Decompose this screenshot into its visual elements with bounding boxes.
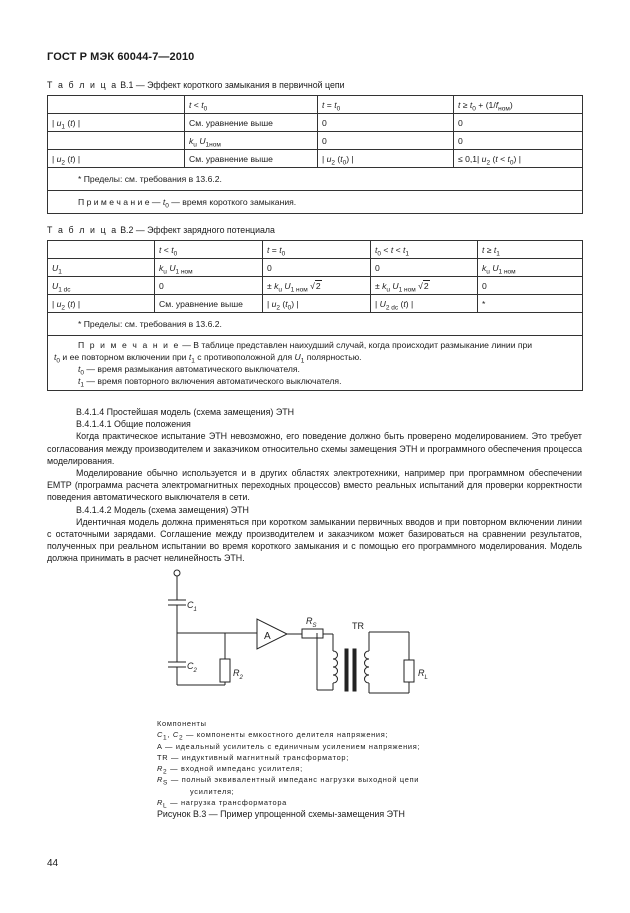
- resistor-rs: [302, 629, 323, 638]
- resistor-r2: [220, 659, 230, 682]
- figure-legend: [157, 718, 420, 808]
- section-heading: В.4.1.4 Простейшая модель (схема замещения) ЭТН: [76, 407, 295, 417]
- table-row: | $u_2$ (t) | См. уравнение выше | $u_2$ $(t_0)$ | ≤ 0,1| $u_2$ $(t < t_0)$ |: [48, 150, 583, 168]
- paragraph: Когда практическое испытание ЭТН невозможно, его поведение должно быть проверено моделированием. Это требует согласования между производителем и заказчиком относительно схемы замещения ЭТН и программного обеспечения процесса моделирования.: [47, 431, 582, 466]
- body-text: [47, 406, 582, 565]
- rs-label: $R_S$: [306, 616, 317, 629]
- resistor-rl: [404, 660, 414, 682]
- equivalent-circuit-diagram: [147, 565, 437, 705]
- table-row: $k_u$ $U_{1ном}$ 0 0: [48, 132, 583, 150]
- table-row: $t < t_0$ $t = t_0$ $t \ge t_0 + (1/f_{ном})$: [48, 96, 583, 114]
- amplifier-label: A: [264, 631, 271, 642]
- table-b2-caption: Т а б л и ц а В.2 — Эффект зарядного потенциала: [47, 225, 275, 235]
- table-row: | $u_1$ (t) | См. уравнение выше 0 0: [48, 114, 583, 132]
- figure-caption: Рисунок В.3 — Пример упрощенной схемы-замещения ЭТН: [157, 809, 405, 819]
- table-note-row: П р и м е ч а н и е — $t_0$ — время короткого замыкания.: [48, 191, 583, 214]
- table-footnote-row: * Пределы: см. требования в 13.6.2.: [48, 168, 583, 191]
- r2-label: $R_2$: [233, 668, 243, 681]
- c1-label: $C_1$: [187, 600, 197, 613]
- rl-label: $R_L$: [418, 668, 428, 681]
- table-b1-caption: Т а б л и ц а В.1 — Эффект короткого замыкания в первичной цепи: [47, 80, 345, 90]
- legend-item: $R_L$ — нагрузка трансформатора: [157, 798, 287, 810]
- transformer-tr: [333, 651, 338, 683]
- input-terminal: [174, 570, 180, 576]
- legend-item: $R_S$ — полный эквивалентный импеданс нагрузки выходной цепи: [157, 775, 420, 787]
- paragraph: Моделирование обычно используется и в других областях электротехники, например при программном обеспечении EMTP (программа расчета электромагнитных переходных процессов) вместо реальных испытаний для проверки корректности поведения автоматического выключателя в сети.: [47, 468, 582, 503]
- transformer-label: TR: [352, 621, 364, 631]
- table-row: $t < t_0$ $t = t_0$ $t_0 < t < t_1$ $t \ge t_1$: [48, 241, 583, 259]
- legend-item: $C_1$, $C_2$ — компоненты емкостного делителя напряжения;: [157, 730, 389, 742]
- legend-item: $R_2$ — входной импеданс усилителя;: [157, 764, 303, 776]
- legend-item: TR — индуктивный магнитный трансформатор;: [157, 752, 349, 762]
- legend-item: A — идеальный усилитель с единичным усилением напряжения;: [157, 741, 421, 751]
- legend-item-continuation: усилителя;: [190, 786, 235, 796]
- legend-title: Компоненты: [157, 719, 207, 728]
- table-row: | $u_2$ (t) | См. уравнение выше | $u_2$ $(t_0)$ | | $U_{2 dc}$ (t) | *: [48, 295, 583, 313]
- table-row: $U_{1 dc}$ 0 ± $k_u$ $U_{1 ном}$ √2 ± $k_u$ $U_{1 ном}$ √2 0: [48, 277, 583, 295]
- amplifier-a: [257, 619, 287, 649]
- c2-label: $C_2$: [187, 661, 197, 674]
- paragraph: Идентичная модель должна применяться при коротком замыкании первичных вводов и при повторном включении линии с остаточными зарядами. Соглашение между производителем и заказчиком может базироваться на сравнении результатов, полученных при реальном испытании во время короткого замыкания и с помощью его программного моделирования. Модель должна принимать в расчет нелинейность ЭТН.: [47, 516, 582, 564]
- table-row: $U_1$ $k_u$ $U_{1 ном}$ 0 0 $k_u$ $U_{1 ном}$: [48, 259, 583, 277]
- subsection-heading: В.4.1.4.1 Общие положения: [76, 419, 191, 430]
- table-footnote-row: * Пределы: см. требования в 13.6.2.: [48, 313, 583, 336]
- table-b1: [47, 95, 583, 214]
- table-b2: [47, 240, 583, 391]
- standard-header: ГОСТ Р МЭК 60044-7—2010: [47, 51, 195, 63]
- table-note-row: П р и м е ч а н и е — В таблице представлен наихудший случай, когда происходит размыкание линии при $t_0$ и ее повторном включении при $t_1$ с противоположной для $U_1$ полярностью. $t_0$ — время размыкания автоматического выключателя. $t_1$ — время повторного включения автоматического выключателя.: [48, 336, 583, 391]
- subsection-heading: В.4.1.4.2 Модель (схема замещения) ЭТН: [76, 504, 249, 515]
- page-number: 44: [47, 858, 59, 869]
